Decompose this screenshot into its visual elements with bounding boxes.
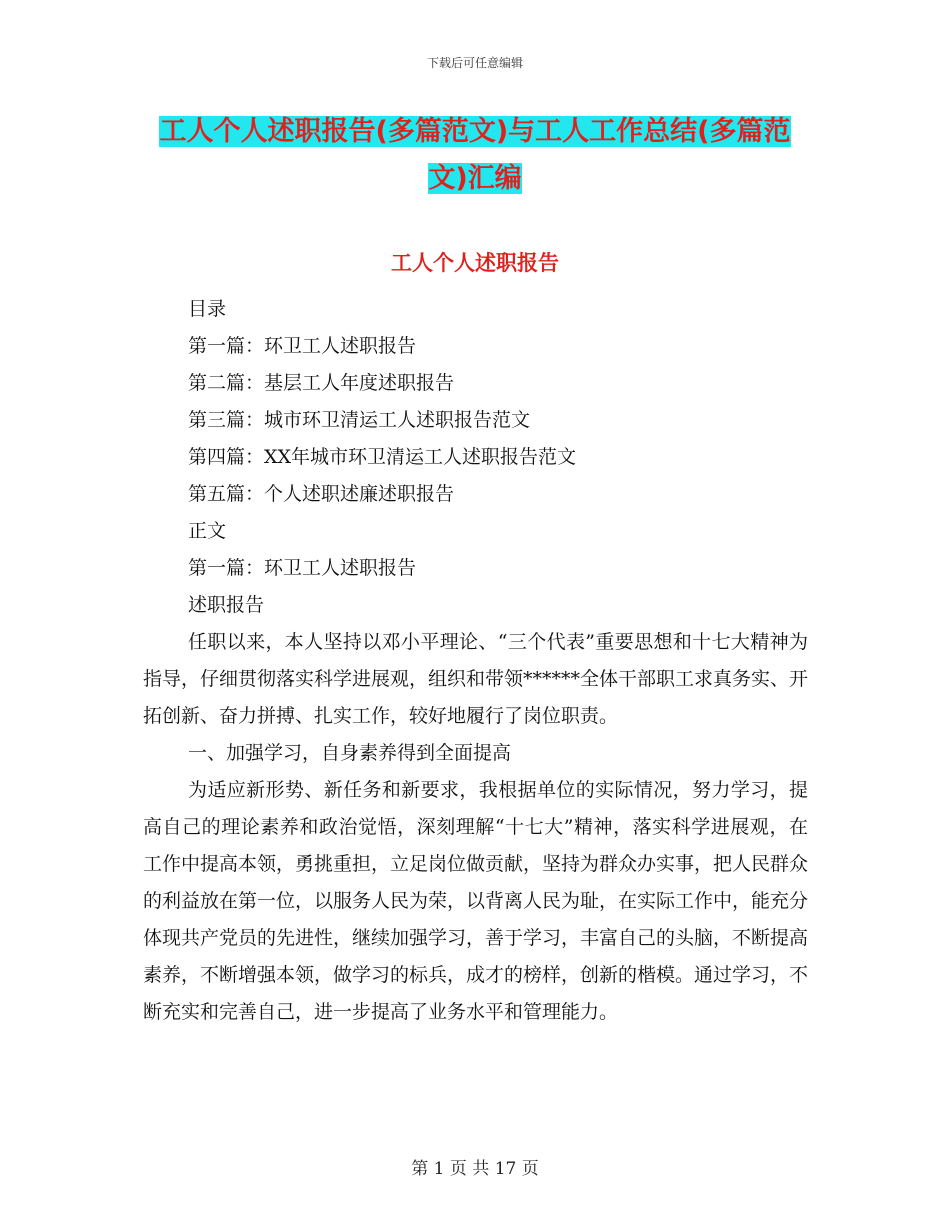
paragraph: 任职以来，本人坚持以邓小平理论、“三个代表”重要思想和十七大精神为指导，仔细贯彻落实科学进展观，组织和带领******全体干部职工求真务实、开拓创新、奋力拼搏、扎实工作，较好地履行了岗位职责。 [143, 631, 809, 727]
toc-item: 第四篇：XX年城市环卫清运工人述职报告范文 [188, 446, 577, 468]
document-title-line1: 工人个人述职报告(多篇范文)与工人工作总结(多篇范 [159, 116, 791, 147]
toc-item: 第一篇：环卫工人述职报告 [188, 335, 417, 357]
section-title: 工人个人述职报告 [391, 251, 559, 275]
toc-item: 第五篇：个人述职述廉述职报告 [188, 483, 455, 505]
body-label: 正文 [188, 520, 227, 542]
toc-item: 第二篇：基层工人年度述职报告 [188, 372, 455, 394]
paragraph: 为适应新形势、新任务和新要求，我根据单位的实际情况，努力学习，提高自己的理论素养和政治觉悟，深刻理解“十七大”精神，落实科学进展观，在工作中提高本领，勇挑重担，立足岗位做贡献，坚持为群众办实事，把人民群众的利益放在第一位，以服务人民为荣，以背离人民为耻，在实际工作中，能充分体现共产党员的先进性，继续加强学习，善于学习，丰富自己的头脑，不断提高素养，不断增强本领，做学习的标兵，成才的榜样，创新的楷模。通过学习，不断充实和完善自己，进一步提高了业务水平和管理能力。 [143, 779, 809, 1023]
article-heading: 第一篇：环卫工人述职报告 [188, 557, 417, 579]
toc-item: 第三篇：城市环卫清运工人述职报告范文 [188, 409, 531, 431]
document-title [140, 108, 810, 202]
page-header-note: 下载后可任意编辑 [426, 56, 523, 70]
toc-heading: 目录 [188, 298, 227, 320]
document-body [143, 291, 808, 1031]
report-heading: 述职报告 [188, 594, 265, 616]
page-number: 第 1 页 共 17 页 [411, 1159, 539, 1179]
section-heading: 一、加强学习，自身素养得到全面提高 [188, 742, 512, 764]
document-title-line2: 文)汇编 [428, 163, 522, 194]
